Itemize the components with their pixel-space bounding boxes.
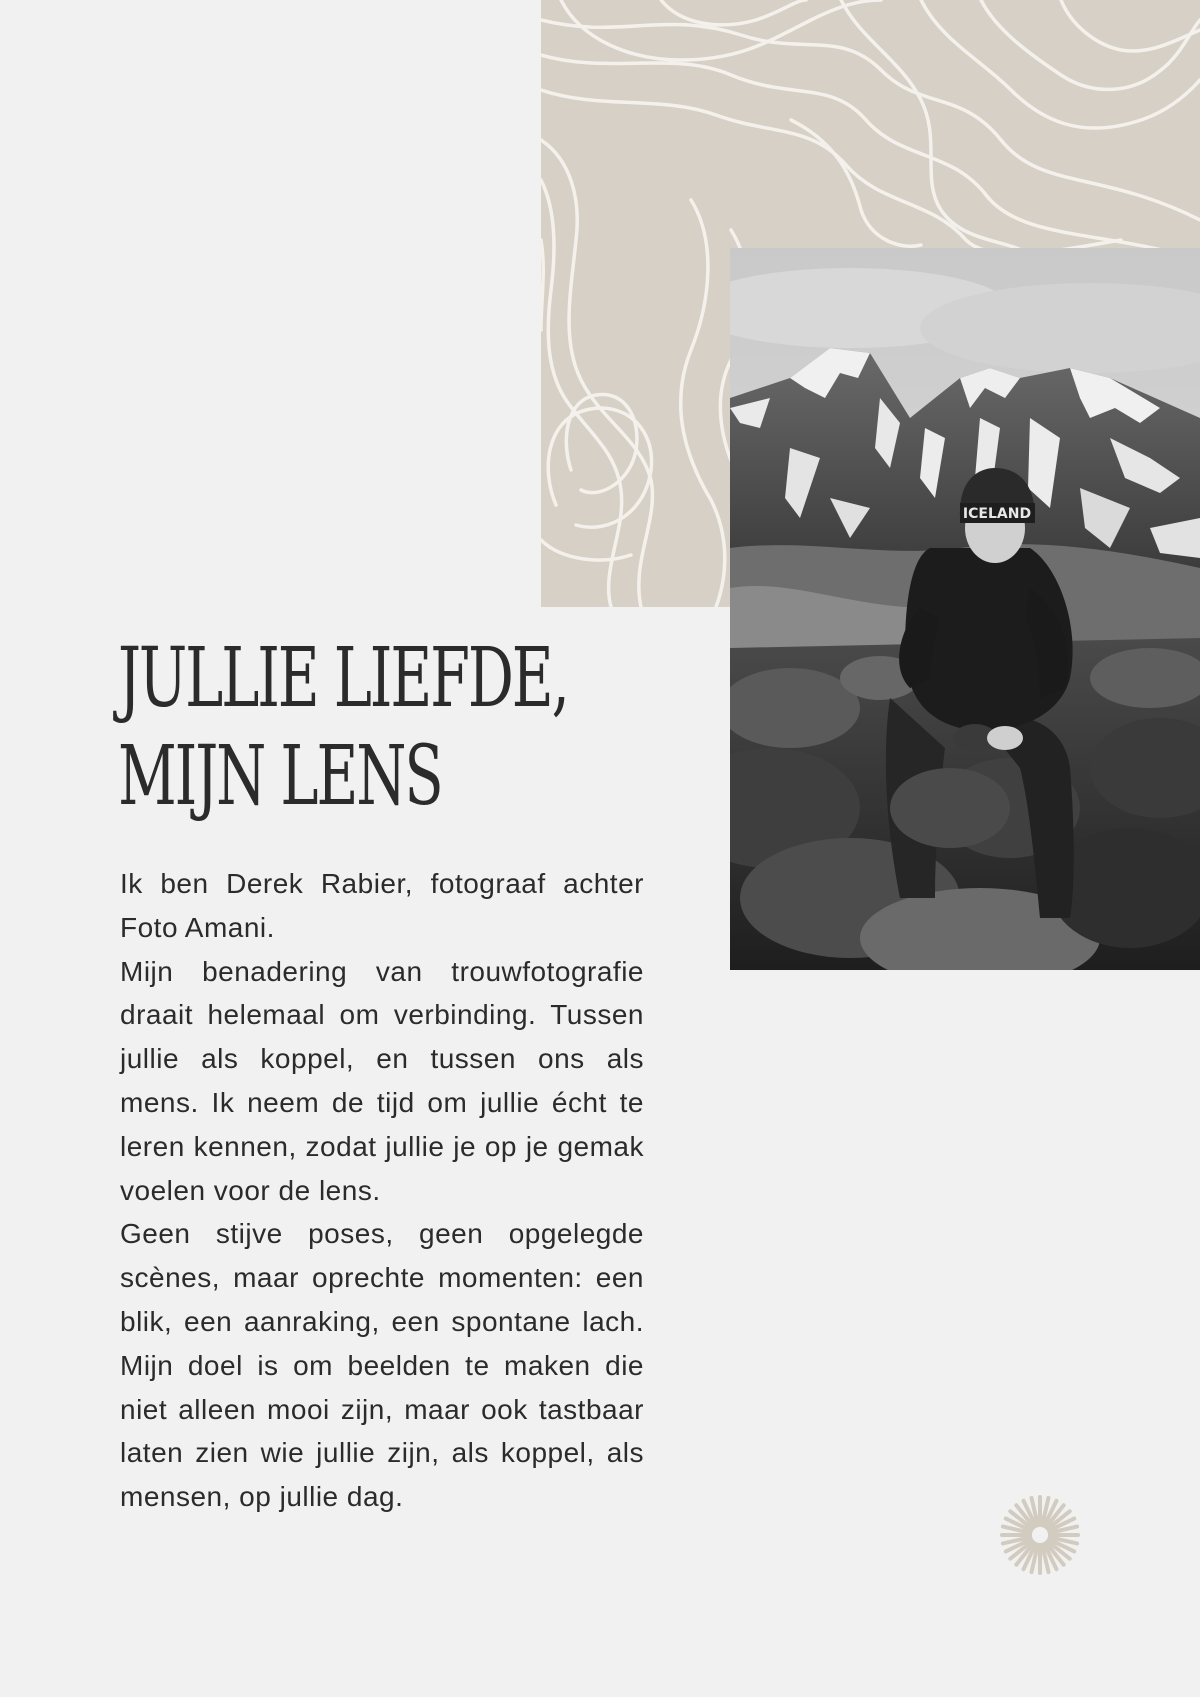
intro-paragraph-2: Mijn benadering van trouwfotografie draait helemaal om verbinding. Tussen jullie als koppel, en tussen ons als mens. Ik neem de tijd om jullie écht te leren kennen, zodat jullie je op je gemak voelen voor de lens.	[120, 955, 644, 1206]
sunburst-icon	[1000, 1495, 1080, 1575]
page-title	[118, 630, 568, 826]
intro-text	[120, 862, 644, 1519]
intro-paragraph-3: Geen stijve poses, geen opgelegde scènes, maar oprechte momenten: een blik, een aanraking, een spontane lach. Mijn doel is om beelden te maken die niet alleen mooi zijn, maar ook tastbaar laten zien wie jullie zijn, als koppel, als mensen, op jullie dag.	[120, 1218, 644, 1513]
title-line-2: MIJN LENS	[118, 729, 442, 824]
title-line-1: JULLIE LIEFDE,	[118, 631, 568, 726]
photographer-photo	[730, 248, 1200, 970]
beanie-text: ICELAND	[962, 506, 1032, 522]
intro-paragraph-1: Ik ben Derek Rabier, fotograaf achter Foto Amani.	[120, 868, 644, 943]
